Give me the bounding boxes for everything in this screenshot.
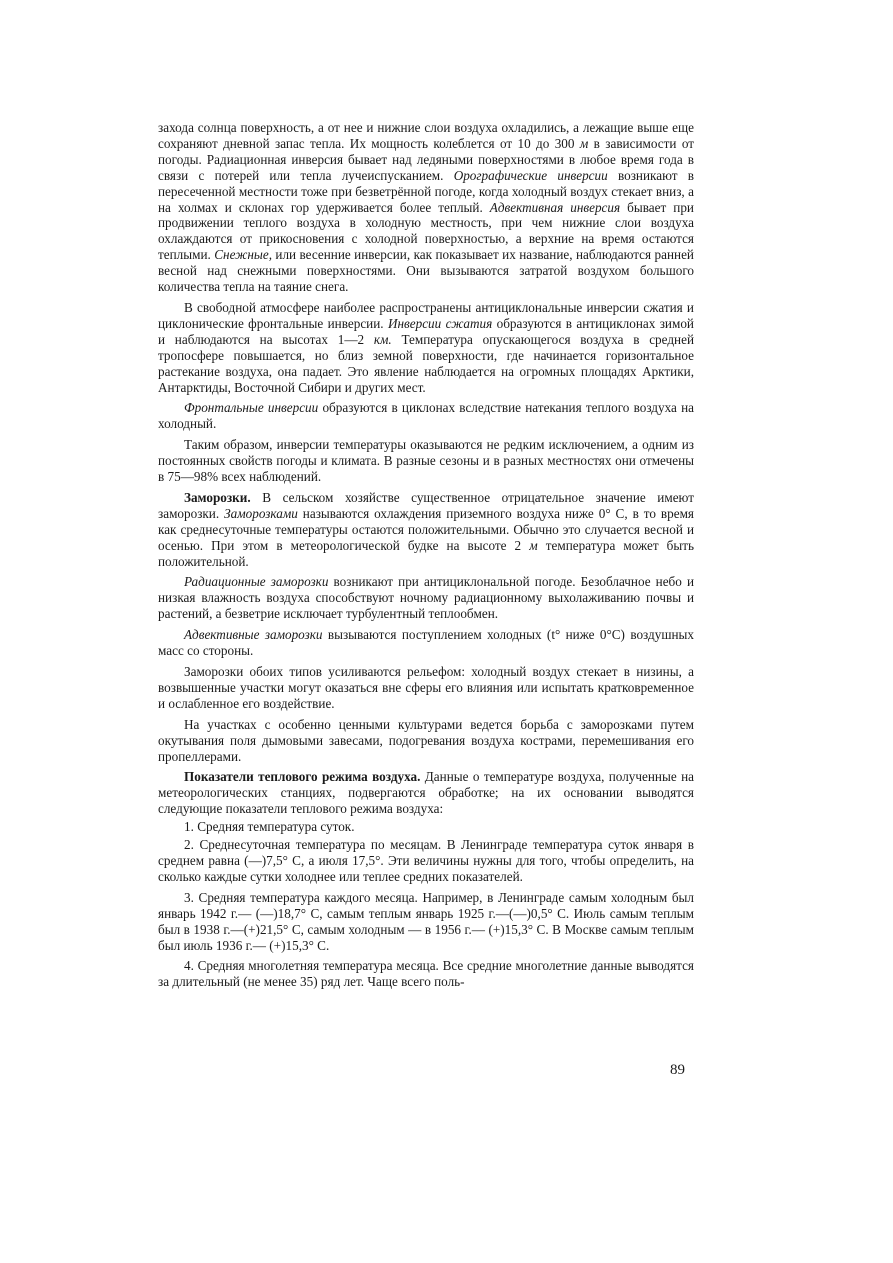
text-run: или весенние инверсии, как показывает их название, наблюдаются ранней весной над снежными поверхностями. Они вызываются затратой воздухом большого количества тепла на таяние снега. [158, 247, 694, 295]
body-text [158, 120, 694, 995]
italic-term: Заморозками [224, 505, 298, 521]
paragraph-p5 [158, 490, 694, 570]
italic-term: Фронтальные инверсии [184, 400, 319, 416]
paragraph-p8 [158, 664, 694, 712]
paragraph-p6 [158, 574, 694, 622]
text-run: вызываются поступлением холодных (t° ниже 0°С) воздушных масс со стороны. [158, 627, 694, 659]
paragraph-p11 [158, 819, 694, 835]
text-run: называются охлаждения приземного воздуха ниже 0° С, в то время как среднесуточные температуры остаются положительными. Обычно это случается весной и осенью. При этом в метеорологической будке на высоте 2 [158, 505, 694, 553]
text-run: захода солнца поверхность, а от нее и нижние слои воздуха охладились, а лежащие выше еще сохраняют дневной запас тепла. Их мощность колеблется от 10 до 300 [158, 120, 694, 151]
italic-term: Адвективные заморозки [184, 627, 323, 643]
text-run: возникают в пересеченной местности тоже при безветрённой погоде, когда холодный воздух стекает вниз, а на холмах и склонах гор удерживается более теплый. [158, 167, 694, 215]
paragraph-p3 [158, 400, 694, 432]
page-number: 89 [670, 1062, 685, 1078]
text-run: В сельском хозяйстве существенное отрицательное значение имеют заморозки. [158, 489, 694, 521]
italic-term: Адвективная инверсия [489, 199, 621, 215]
text-run: 3. Средняя температура каждого месяца. Например, в Ленинграде самым холодным был январь 1942 г.— (—)18,7° С, самым теплым январь 1925 г.—(—)0,5° С. Июль самым теплым был в 1938 г.—(+)21,5° С, самым холодным — в 1956 г.— (+)15,3° С. В Москве самым теплым был июль 1936 г.— (+)15,3° С. [158, 889, 694, 953]
paragraph-p14 [158, 958, 694, 990]
paragraph-p9 [158, 717, 694, 765]
text-run: Данные о температуре воздуха, полученные на метеорологических станциях, подвергаются обработке; на их основании выводятся следующие показатели теплового режима воздуха: [158, 769, 694, 817]
italic-term: Радиационные заморозки [184, 574, 329, 590]
section-heading: Заморозки. [184, 489, 251, 505]
text-run: На участках с особенно ценными культурами ведется борьба с заморозками путем окутывания поля дымовыми завесами, подогревания воздуха кострами, перемешивания его пропеллерами. [158, 716, 694, 764]
section-heading: Показатели теплового режима воздуха. [184, 769, 421, 785]
text-run: Заморозки обоих типов усиливаются рельефом: холодный воздух стекает в низины, а возвышенные участки могут оказаться вне сферы его влияния или испытать кратковременное и ослабленное его воздействие. [158, 664, 694, 711]
text-run: 4. Средняя многолетняя температура месяца. Все средние многолетние данные выводятся за длительный (не менее 35) ряд лет. Чаще всего поль- [158, 958, 694, 990]
italic-term: Снежные, [214, 247, 272, 263]
text-run: образуются в циклонах вследствие натекания теплого воздуха на холодный. [158, 400, 694, 432]
italic-term: м [529, 537, 538, 553]
text-run: В свободной атмосфере наиболее распространены антициклональные инверсии сжатия и циклонические фронтальные инверсии. [158, 299, 694, 331]
paragraph-p13 [158, 890, 694, 954]
paragraph-p1 [158, 120, 694, 295]
text-run: возникают при антициклональной погоде. Безоблачное небо и низкая влажность воздуха способствуют ночному радиационному выхолаживанию почвы и растений, а безветрие исключает турбулентный теплообмен. [158, 574, 695, 622]
paragraph-p10 [158, 769, 694, 817]
italic-term: м [579, 135, 589, 151]
paragraph-p4 [158, 437, 694, 485]
paragraph-p7 [158, 627, 694, 659]
text-run: образуются в антициклонах зимой и наблюдаются на высотах 1—2 [158, 315, 694, 347]
text-run: в зависимости от погоды. Радиационная инверсия бывает над ледяными поверхностями в любое время года в связи с потерей или тепла лучеиспусканием. [158, 135, 694, 183]
text-run: Таким образом, инверсии температуры оказываются не редким исключением, а одним из постоянных свойств погоды и климата. В разные сезоны и в разных местностях они отмечены в 75—98% всех наблюдений. [158, 437, 694, 485]
text-run: бывает при продвижении теплого воздуха в холодную местность, при чем нижние слои воздуха охлаждаются от прикосновения с холодной поверхностью, а верхние на время остаются теплыми. [158, 199, 694, 263]
italic-term: км. [373, 331, 392, 347]
text-run: температура может быть положительной. [158, 537, 694, 569]
text-run: 1. Средняя температура суток. [184, 819, 355, 835]
italic-term: Орографические инверсии [453, 167, 608, 183]
text-run: Температура опускающегося воздуха в средней тропосфере повышается, но близ земной поверхности, где начинается горизонтальное растекание воздуха, она падает. Это явление наблюдается на огромных площадях Арктики, Антарктиды, Восточной Сибири и других мест. [158, 331, 694, 395]
paragraph-p12 [158, 837, 694, 885]
text-run: 2. Среднесуточная температура по месяцам. В Ленинграде температура суток января в среднем равна (—)7,5° С, а июля 17,5°. Эти величины нужны для того, чтобы определить, на сколько каждые сутки холоднее или теплее средних показателей. [158, 837, 694, 884]
paragraph-p2 [158, 300, 694, 395]
italic-term: Инверсии сжатия [387, 315, 493, 331]
